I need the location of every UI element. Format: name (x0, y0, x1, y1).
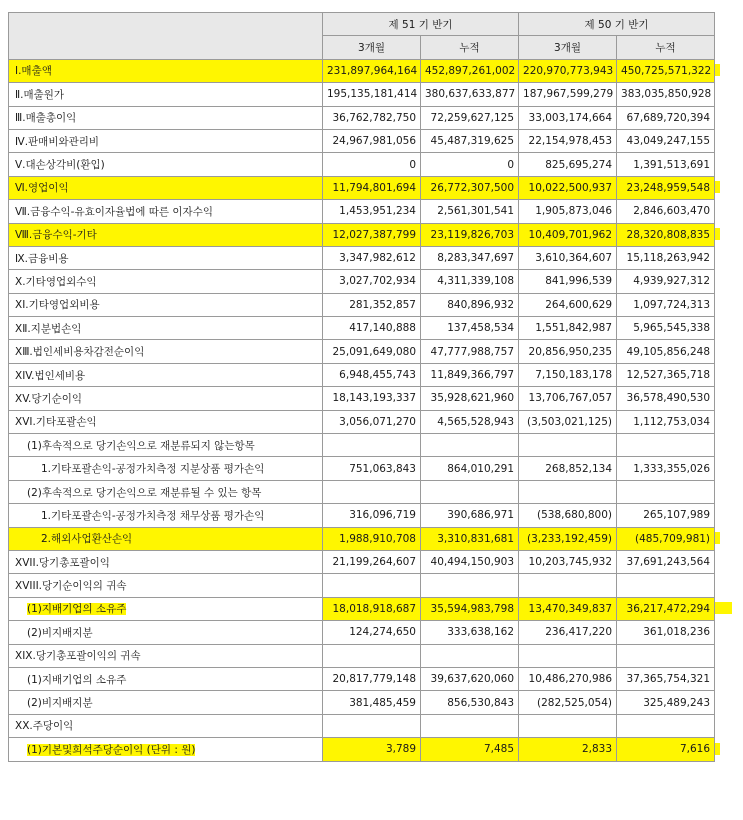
row-label-text: (2)비지배지분 (27, 626, 93, 639)
value-cell: 0 (323, 153, 421, 176)
value-cell: 7,150,183,178 (519, 363, 617, 386)
value-cell: 3,347,982,612 (323, 246, 421, 269)
table-row (9, 691, 715, 714)
value-cell: 18,018,918,687 (323, 597, 421, 620)
row-label (9, 597, 323, 620)
row-label (9, 434, 323, 457)
header-period-50: 제 50 기 반기 (519, 13, 715, 36)
row-label (9, 176, 323, 199)
table-row (9, 129, 715, 152)
value-cell (617, 480, 715, 503)
table-row (9, 504, 715, 527)
table-row (9, 83, 715, 106)
row-label-text: (1)후속적으로 당기손익으로 재분류되지 않는항목 (27, 439, 255, 452)
value-cell (323, 480, 421, 503)
value-cell: 751,063,843 (323, 457, 421, 480)
table-row (9, 387, 715, 410)
value-cell: 856,530,843 (421, 691, 519, 714)
value-cell: 452,897,261,002 (421, 59, 519, 82)
value-cell (421, 714, 519, 737)
value-cell: 13,470,349,837 (519, 597, 617, 620)
value-cell: 264,600,629 (519, 293, 617, 316)
value-cell: 4,311,339,108 (421, 270, 519, 293)
value-cell (617, 574, 715, 597)
header-51-cum: 누적 (421, 36, 519, 59)
value-cell: 10,409,701,962 (519, 223, 617, 246)
value-cell: 316,096,719 (323, 504, 421, 527)
row-label-text: (1)지배기업의 소유주 (27, 673, 127, 686)
table-row (9, 176, 715, 199)
value-cell (323, 574, 421, 597)
value-cell (421, 480, 519, 503)
value-cell: 390,686,971 (421, 504, 519, 527)
row-label-text: (1)기본및희석주당순이익 (단위 : 원) (27, 743, 196, 756)
row-label (9, 714, 323, 737)
row-label (9, 200, 323, 223)
row-label-text: Ⅷ.금융수익-기타 (15, 229, 97, 242)
row-label (9, 153, 323, 176)
value-cell: 1,551,842,987 (519, 317, 617, 340)
value-cell (617, 714, 715, 737)
value-cell (519, 644, 617, 667)
highlight-mark (715, 228, 720, 240)
value-cell: 10,022,500,937 (519, 176, 617, 199)
table-row (9, 434, 715, 457)
table-row (9, 480, 715, 503)
value-cell: 25,091,649,080 (323, 340, 421, 363)
row-label (9, 106, 323, 129)
value-cell: 383,035,850,928 (617, 83, 715, 106)
row-label (9, 644, 323, 667)
row-label-text: (1)지배기업의 소유주 (27, 603, 127, 616)
table-row (9, 738, 715, 761)
highlight-mark (715, 64, 720, 76)
row-label (9, 504, 323, 527)
row-label-text: 1.기타포괄손익-공정가치측정 채무상품 평가손익 (41, 509, 265, 522)
value-cell (421, 644, 519, 667)
table-row (9, 644, 715, 667)
value-cell: 10,486,270,986 (519, 667, 617, 690)
value-cell (519, 714, 617, 737)
value-cell: 72,259,627,125 (421, 106, 519, 129)
row-label (9, 317, 323, 340)
value-cell: (282,525,054) (519, 691, 617, 714)
value-cell (323, 434, 421, 457)
value-cell (323, 644, 421, 667)
value-cell: 43,049,247,155 (617, 129, 715, 152)
value-cell: 281,352,857 (323, 293, 421, 316)
row-label-text: Ⅳ.판매비와관리비 (15, 135, 100, 148)
row-label-text: XVI.기타포괄손익 (15, 416, 97, 429)
row-label-text: XV.당기순이익 (15, 392, 83, 405)
value-cell: 1,453,951,234 (323, 200, 421, 223)
row-label (9, 340, 323, 363)
highlight-mark (715, 532, 720, 544)
row-label-text: XVII.당기총포괄이익 (15, 556, 110, 569)
value-cell: 15,118,263,942 (617, 246, 715, 269)
value-cell: 333,638,162 (421, 621, 519, 644)
row-label (9, 410, 323, 433)
value-cell: 26,772,307,500 (421, 176, 519, 199)
value-cell: 2,833 (519, 738, 617, 761)
row-label-text: XIX.당기총포괄이익의 귀속 (15, 650, 141, 663)
value-cell: 7,485 (421, 738, 519, 761)
value-cell: 4,565,528,943 (421, 410, 519, 433)
row-label (9, 667, 323, 690)
value-cell: 381,485,459 (323, 691, 421, 714)
value-cell: 12,027,387,799 (323, 223, 421, 246)
table-row (9, 293, 715, 316)
row-label-text: Ⅵ.영업이익 (15, 182, 69, 195)
row-label-text: XX.주당이익 (15, 720, 74, 733)
value-cell: 3,310,831,681 (421, 527, 519, 550)
table-row (9, 340, 715, 363)
value-cell: 37,365,754,321 (617, 667, 715, 690)
row-label-text: XⅢ.법인세비용차감전순이익 (15, 346, 145, 359)
table-row (9, 667, 715, 690)
value-cell: 840,896,932 (421, 293, 519, 316)
value-cell: 0 (421, 153, 519, 176)
highlight-mark (715, 743, 720, 755)
value-cell: 187,967,599,279 (519, 83, 617, 106)
value-cell: 1,097,724,313 (617, 293, 715, 316)
row-label (9, 621, 323, 644)
value-cell: 11,849,366,797 (421, 363, 519, 386)
value-cell: 124,274,650 (323, 621, 421, 644)
value-cell: (3,233,192,459) (519, 527, 617, 550)
header-50-3m: 3개월 (519, 36, 617, 59)
header-51-3m: 3개월 (323, 36, 421, 59)
value-cell: 4,939,927,312 (617, 270, 715, 293)
value-cell: 12,527,365,718 (617, 363, 715, 386)
row-label-text: Ⅹ.기타영업외수익 (15, 275, 97, 288)
row-label-text: Ⅰ.매출액 (15, 65, 52, 78)
value-cell: 10,203,745,932 (519, 550, 617, 573)
row-label-text: XIV.법인세비용 (15, 369, 86, 382)
value-cell: 11,794,801,694 (323, 176, 421, 199)
row-label-text: XI.기타영업외비용 (15, 299, 100, 312)
table-row (9, 223, 715, 246)
value-cell: 20,856,950,235 (519, 340, 617, 363)
value-cell: 18,143,193,337 (323, 387, 421, 410)
value-cell: 22,154,978,453 (519, 129, 617, 152)
value-cell (519, 574, 617, 597)
value-cell: 231,897,964,164 (323, 59, 421, 82)
table-row (9, 597, 715, 620)
table-row (9, 363, 715, 386)
value-cell: 268,852,134 (519, 457, 617, 480)
row-label-text: Ⅶ.금융수익-유효이자율법에 따른 이자수익 (15, 205, 213, 218)
row-label (9, 738, 323, 761)
header-50-cum: 누적 (617, 36, 715, 59)
row-label (9, 83, 323, 106)
value-cell: 2,846,603,470 (617, 200, 715, 223)
row-label (9, 129, 323, 152)
value-cell: 450,725,571,322 (617, 59, 715, 82)
value-cell (519, 434, 617, 457)
row-label (9, 293, 323, 316)
value-cell: 3,056,071,270 (323, 410, 421, 433)
value-cell: 1,988,910,708 (323, 527, 421, 550)
value-cell: 1,112,753,034 (617, 410, 715, 433)
value-cell: 6,948,455,743 (323, 363, 421, 386)
value-cell: 195,135,181,414 (323, 83, 421, 106)
table-row (9, 59, 715, 82)
value-cell: 841,996,539 (519, 270, 617, 293)
value-cell (617, 644, 715, 667)
row-label (9, 387, 323, 410)
value-cell: 380,637,633,877 (421, 83, 519, 106)
value-cell: 1,905,873,046 (519, 200, 617, 223)
row-label (9, 550, 323, 573)
table-row (9, 106, 715, 129)
table-row (9, 714, 715, 737)
row-label-text: (2)후속적으로 당기손익으로 재분류될 수 있는 항목 (27, 486, 262, 499)
value-cell (323, 714, 421, 737)
value-cell (519, 480, 617, 503)
header-blank-cell (9, 13, 323, 60)
row-label (9, 480, 323, 503)
value-cell: 236,417,220 (519, 621, 617, 644)
value-cell: 36,762,782,750 (323, 106, 421, 129)
value-cell: 7,616 (617, 738, 715, 761)
value-cell: 36,217,472,294 (617, 597, 715, 620)
row-label-text: Ⅴ.대손상각비(환입) (15, 159, 105, 172)
row-label-text: Ⅱ.매출원가 (15, 88, 65, 101)
row-label (9, 59, 323, 82)
value-cell: 35,594,983,798 (421, 597, 519, 620)
value-cell: (3,503,021,125) (519, 410, 617, 433)
row-label (9, 527, 323, 550)
value-cell: 13,706,767,057 (519, 387, 617, 410)
row-label-text: 1.기타포괄손익-공정가치측정 지분상품 평가손익 (41, 463, 265, 476)
table-row (9, 317, 715, 340)
value-cell: 21,199,264,607 (323, 550, 421, 573)
value-cell: 864,010,291 (421, 457, 519, 480)
table-row (9, 550, 715, 573)
value-cell: 47,777,988,757 (421, 340, 519, 363)
highlight-mark (715, 181, 720, 193)
table-row (9, 410, 715, 433)
value-cell: 137,458,534 (421, 317, 519, 340)
table-row (9, 270, 715, 293)
value-cell: 39,637,620,060 (421, 667, 519, 690)
row-label-text: (2)비지배지분 (27, 697, 93, 710)
value-cell: 5,965,545,338 (617, 317, 715, 340)
value-cell: 37,691,243,564 (617, 550, 715, 573)
value-cell: 825,695,274 (519, 153, 617, 176)
value-cell: 33,003,174,664 (519, 106, 617, 129)
row-label (9, 691, 323, 714)
value-cell: 67,689,720,394 (617, 106, 715, 129)
value-cell: (485,709,981) (617, 527, 715, 550)
value-cell (617, 434, 715, 457)
row-label-text: XⅡ.지분법손익 (15, 322, 82, 335)
table-row (9, 621, 715, 644)
value-cell: 361,018,236 (617, 621, 715, 644)
table-row (9, 574, 715, 597)
income-statement-table (8, 12, 715, 762)
row-label (9, 457, 323, 480)
value-cell: 3,789 (323, 738, 421, 761)
value-cell: 40,494,150,903 (421, 550, 519, 573)
value-cell: 24,967,981,056 (323, 129, 421, 152)
value-cell (421, 434, 519, 457)
header-period-51: 제 51 기 반기 (323, 13, 519, 36)
row-label-text: 2.해외사업환산손익 (41, 533, 133, 546)
value-cell: 20,817,779,148 (323, 667, 421, 690)
row-label-text: Ⅸ.금융비용 (15, 252, 69, 265)
table-row (9, 200, 715, 223)
value-cell: 417,140,888 (323, 317, 421, 340)
table-row (9, 527, 715, 550)
table-row (9, 246, 715, 269)
row-label (9, 270, 323, 293)
row-label (9, 246, 323, 269)
value-cell: 325,489,243 (617, 691, 715, 714)
table-row (9, 153, 715, 176)
value-cell: 49,105,856,248 (617, 340, 715, 363)
value-cell: 23,248,959,548 (617, 176, 715, 199)
value-cell: 1,391,513,691 (617, 153, 715, 176)
value-cell: (538,680,800) (519, 504, 617, 527)
row-label-text: Ⅲ.매출총이익 (15, 112, 77, 125)
value-cell: 35,928,621,960 (421, 387, 519, 410)
value-cell: 28,320,808,835 (617, 223, 715, 246)
row-label (9, 574, 323, 597)
value-cell: 1,333,355,026 (617, 457, 715, 480)
value-cell: 36,578,490,530 (617, 387, 715, 410)
value-cell: 23,119,826,703 (421, 223, 519, 246)
value-cell: 45,487,319,625 (421, 129, 519, 152)
row-label-text: XVIII.당기순이익의 귀속 (15, 580, 127, 593)
row-label (9, 223, 323, 246)
value-cell: 8,283,347,697 (421, 246, 519, 269)
value-cell: 2,561,301,541 (421, 200, 519, 223)
value-cell: 220,970,773,943 (519, 59, 617, 82)
row-label (9, 363, 323, 386)
table-body (9, 59, 715, 761)
value-cell: 265,107,989 (617, 504, 715, 527)
highlight-mark (715, 602, 732, 614)
value-cell: 3,027,702,934 (323, 270, 421, 293)
value-cell: 3,610,364,607 (519, 246, 617, 269)
table-row (9, 457, 715, 480)
value-cell (421, 574, 519, 597)
